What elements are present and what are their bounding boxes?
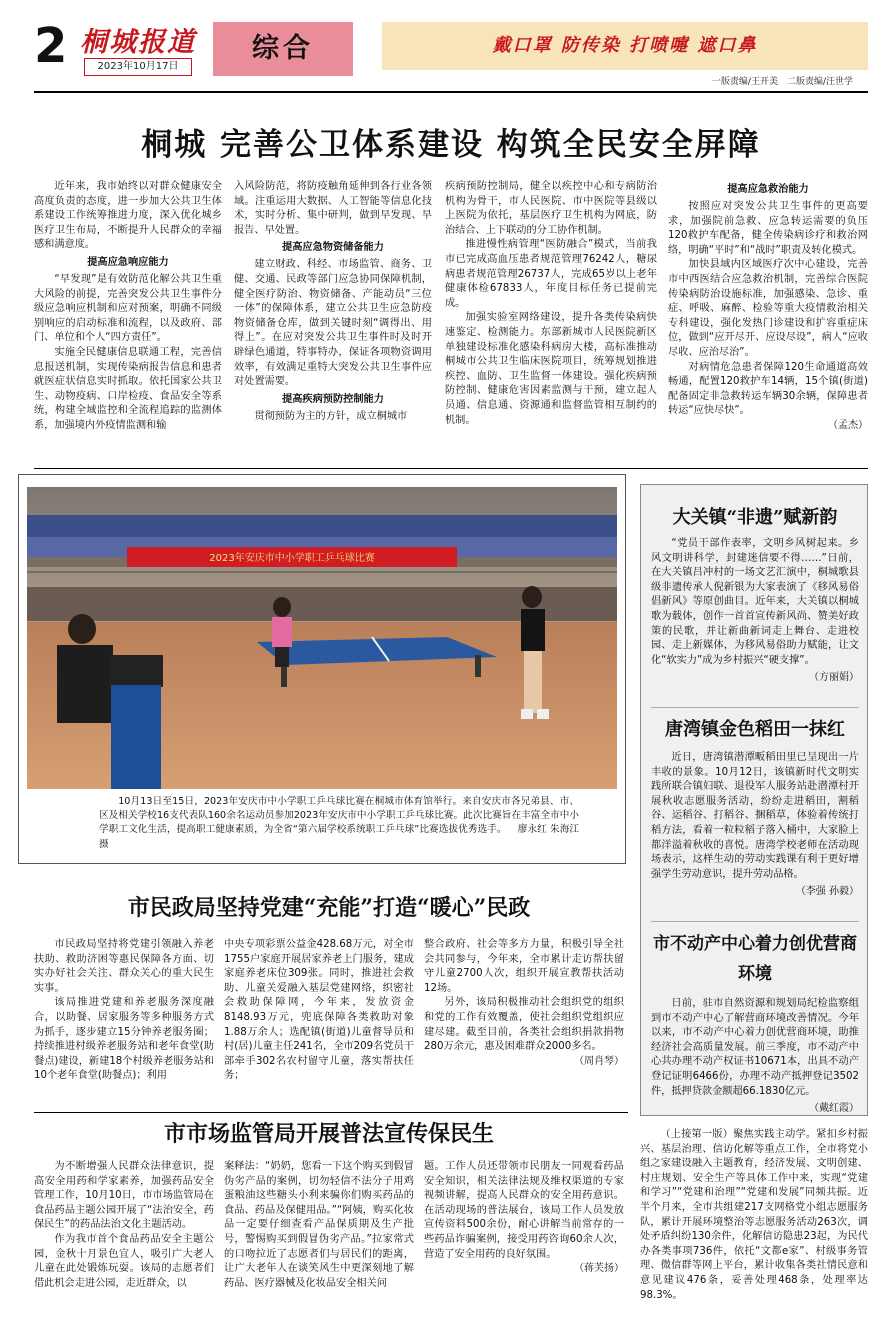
sidebar-panel: [640, 484, 868, 1116]
masthead: [0, 0, 887, 100]
sidebar-body-1: “党员干部作表率，文明乡风树起来。乡风文明讲科学，封建迷信要不得……”日前，在大关镇吕冲村的一场文艺汇演中，桐城歌县级非遗传承人倪新银为大家表演了《移风易俗倡新风》等原创曲目。近年来，大关镇以桐城歌为载体，创作一首首宣传新风尚、赞美好政策的民歌，并让新曲新词走上舞台、走进校园、走上新媒体，为移风易俗助力赋能，让文化“软实力”成为乡村振兴“硬支撑”。: [651, 538, 859, 666]
paper-name-logo: 桐城报道: [80, 27, 196, 58]
sidebar-divider: [651, 921, 859, 922]
sidebar-article-2: [651, 715, 859, 897]
slogan-text: 戴口罩 防传染 打喷嚏 遮口鼻: [492, 35, 758, 56]
editors-line: 一版责编/王开美 二版责编/汪世学: [711, 77, 853, 87]
photo-credit: 廖永红 朱海江 摄: [99, 824, 579, 850]
issue-date: 2023年10月17日: [84, 58, 192, 76]
byline: （戴红霞）: [809, 1103, 859, 1115]
section-label: 综合: [213, 22, 353, 76]
byline: （方丽娟）: [809, 672, 859, 684]
sidebar-divider: [651, 707, 859, 708]
photo-caption: 10月13日至15日，2023年安庆市中小学职工乒乓球比赛在桐城市体育馆举行。来自安庆市各兄弟县、市、区及相关学校16支代表队160余名运动员参加2023年安庆市中小学职工乒乓球比赛。此次比赛旨在丰富全市中小学职工文化生活，提高职工健康素质，为全省“第六届学校系统职工乒乓球”比赛选拔优秀选手。 廖永红 朱海江 摄: [99, 796, 579, 850]
sidebar-body-2: 近日，唐湾镇潜潭畈稻田里已呈现出一片丰收的景象。10月12日，该镇新时代文明实践所联合镇妇联、退役军人服务站赴潜潭村开展秋收志愿服务活动，纷纷走进稻田，割稻谷、运稻谷、打稻谷、捆稻草，体验着传统打稻方法，看着一粒粒稻子落入桶中，大家脸上都洋溢着秋收的喜悦。唐湾学校老师在活动现场表示，这样生动的劳动实践课有利于更好增强学生劳动意识，提升劳动品格。: [651, 752, 859, 880]
photo-frame: [18, 474, 626, 864]
market-column-3: 题。工作人员还带领市民朋友一同观看药品安全知识，相关法律法规及维权渠道的专家视频讲解，提高人民群众的安全用药意识。在活动现场的普法展台，该局工作人员发放宣传资料500余份，耐心讲解当前常存的一些药品诈骗案例，接受用药咨询60余人次，营造了安全用药的良好氛围。 （蒋芙扬）: [424, 1160, 624, 1277]
sidebar-headline-3: 市不动产中心着力创优营商环境: [653, 934, 857, 984]
market-column-2: 案释法：“奶奶，您看一下这个购买到假冒伪劣产品的案例，切勿轻信不法分子用鸡蛋粮油这些糖头小利来骗你们购买药品的食品、药品及保健用品。”“阿姨，购买化妆品一定要仔细查看产品保质期及生产批号，警惕购买到假冒伪劣产品。”拉家常式的口吻拉近了志愿者们与居民们的距离，让广大老年人在谈笑风生中更深刻地了解药品、医疗器械及化妆品安全相关问: [224, 1161, 414, 1289]
continued-article: （上接第一版）聚焦实践主动学。紧扣乡村振兴、基层治理、信访化解等重点工作，全市将党小组之家建设融入主题教育，经济发展、文明创建、村庄规划、安全生产等具体工作中来，实现“党建和学习”“党建和治理”“党建和发展”同频共振。近半个月来，全市共组建217支网格党小组志愿服务队，累计开展环境整治等志愿服务活动263次，调处矛盾纠纷130余件，化解信访隐患23起，为民代办各类事项736件，依托“文都e家”、村级事务管理、微信群等网上平台，累计收集各类社情民意和意见建议476条，妥善处理468条，处理率达98.3%。: [640, 1129, 868, 1301]
byline: （李强 孙毅）: [795, 886, 859, 898]
lead-column-4: 提高应急救治能力 按照应对突发公共卫生事件的更高要求，加强院前急救、应急转运需要的负压120救护车配备，健全传染病诊疗和救治网络，明确“平时”和“战时”职责及转化模式。 加快县域内区域医疗次中心建设，完善市中西医结合应急救治机制，完善综合医院传染病防治设施标准，加强感染、急诊、重症、呼吸、麻醉、检验等重大疫情救治相关专科建设，强化发热门诊建设和扩容重症床位，做到“应开尽开、应设尽设”，病人“应收尽收、应治尽治”。 对病情危急患者保障120生命通道高效畅通，配置120救护车14辆，15个镇(街道)配备固定非急救转运车辆30余辆，保障患者转运“应快尽快”。 （孟杰）: [668, 180, 868, 434]
lead-headline: 桐城 完善公卫体系建设 构筑全民安全屏障: [141, 127, 761, 163]
photo-banner-text: 2023年安庆市中小学职工乒乓球比赛: [209, 553, 375, 564]
event-photo: [27, 487, 617, 789]
civil-column-1: 市民政局坚持将党建引领融入养老扶助、救助济困等惠民保障各方面、切实办好社会关注、群众关心的重大民生实事。 该局推进党建和养老服务深度融合，以助餐、居家服务等多种服务方式为抓手，逐步建立15分钟养老服务圈；持续推进村级养老服务站和老年食堂(助餐点)建设，新建18个村级养老服务站和10个老年食堂(助餐点)；利用: [34, 939, 214, 1082]
section-divider: [34, 1112, 628, 1113]
table-tennis-match-image: [27, 487, 617, 789]
byline: （周肖琴）: [574, 1055, 624, 1067]
lead-column-2: 入风险防范，将防疫触角延伸到各行业各领域。注重运用大数据、人工智能等信息化技术，实时分析、集中研判，做到早发现、早报告、早处置。 提高应急物资储备能力 建立财政、科经、市场监管、商务、卫健、交通、民政等部门应急协同保障机制，健全医疗防治、物资储备、产能动员“三位一体”的保障体系，建立公共卫生应急防疫物资储备仓库，做到关键时刻“调得出、用得上”。在应对突发公共卫生事件时及时开辟绿色通道，特事特办，保证各项物资调用效率，有效满足重特大突发公共卫生事件应对处置需要。 提高疾病预防控制能力 贯彻预防为主的方针，成立桐城市: [234, 181, 432, 422]
civil-column-3: 整合政府、社会等多方力量，积极引导全社会共同参与，今年来，全市累计走访帮扶留守儿童2700人次，组织开展宣教帮扶活动12场。 另外，该局积极推动社会组织党的组织和党的工作有效覆盖，使社会组织党组织应建尽建。截至目前，各类社会组织捐款捐物280万余元，惠及困难群众2000多名。 （周肖琴）: [424, 938, 624, 1069]
masthead-divider: [34, 91, 868, 93]
civil-column-2: 中央专项彩票公益金428.68万元，对全市1755户家庭开展居家养老上门服务，建成家庭养老床位309张。同时，推进社会救助、儿童关爱融入基层党建网络，织密社会救助保障网，今年来，发放资金8148.93万元，兜底保障各类救助对象1.88万余人；选配镇(街道)儿童督导员和村(居)儿童主任241名，全市209名党员干部牵手302名农村留守儿童，落实帮扶任务；: [224, 939, 414, 1082]
lead-column-1: 近年来，我市始终以对群众健康安全高度负责的态度，进一步加大公共卫生体系建设工作统筹推进力度，深入优化城乡医疗卫生布局，不断提升人民群众的幸福感和满意度。 提高应急响应能力 “早发现”是有效防范化解公共卫生重大风险的前提，完善突发公共卫生事件分级应急响应机制和应对预案，明确不同级别响应的启动标准和流程，以及政府、部门、单位和个人“四方责任”。 实施全民健康信息联通工程，完善信息报送机制，实现传染病报告信息和患者就医症状信息实时抓取。依托国家公共卫生、动物疫病、口岸检疫、食品安全等系统，构建全域监控和全流程追踪的监测体系，加强境内外疫情监测和输: [34, 181, 222, 431]
sidebar-article-3: [651, 929, 859, 1114]
subhead: 提高应急救治能力: [727, 184, 809, 195]
slogan-banner: [382, 22, 868, 70]
subhead: 提高应急物资储备能力: [282, 242, 384, 254]
byline: （孟杰）: [828, 419, 868, 431]
sidebar-article-1: [651, 503, 859, 683]
subhead: 提高疾病预防控制能力: [282, 393, 384, 405]
market-headline: 市市场监管局开展普法宣传保民生: [163, 1121, 494, 1147]
section-divider: [34, 468, 868, 469]
sidebar-body-3: 日前，驻市自然资源和规划局纪检监察组到市不动产中心了解营商环境改善情况。今年以来，市不动产中心着力创优营商环境，助推经济社会高质量发展。前三季度，市不动产中心共办理不动产权证书10671本，出具不动产登记证明6466份，办理不动产抵押登记3502件，抵押贷款金额超66.1830亿元。: [651, 998, 859, 1097]
subhead: 提高应急响应能力: [87, 256, 169, 268]
byline: （蒋芙扬）: [574, 1263, 624, 1275]
page-number: 2: [34, 18, 68, 74]
market-column-1: 为不断增强人民群众法律意识，提高安全用药和学家素养，加强药品安全管理工作，10月10日，市市场监管局在食品药品主题公园开展了“法治安全，药保民生”的药品法治文化主题活动。 作为我市首个食品药品安全主题公园，金秋十月景色宜人，吸引广大老人儿童在此处锻炼玩耍。该局的志愿者们借此机会走进公园，走近群众，以: [34, 1161, 214, 1289]
sidebar-headline-1: 大关镇“非遗”赋新韵: [672, 507, 838, 528]
lead-column-3: 疾病预防控制局，健全以疾控中心和专病防治机构为骨干，市人民医院、市中医院等县级以上医院为依托，基层医疗卫生机构为网底，防治结合、上下联动的分工协作机制。 推进慢性病管理“医防融合”模式，当前我市已完成高血压患者规范管理76242人，糖尿病患者规范管理26737人，完成65岁以上老年健康体检67833人，年度目标任务已提前完成。 加强实验室网络建设，提升各类传染病快速鉴定、检测能力。东部新城市人民医院新区单独建设标准化感染科病房大楼，高标准推动桐城市公共卫生临床医院项目，统筹规划推进疾控、血防、卫生监督一体建设。强化疾病预防控制、健康危害因素监测与干预，建立起人员通、信息通、资源通和监督监管相互制约的机制。: [445, 181, 657, 426]
sidebar-headline-2: 唐湾镇金色稻田一抹红: [665, 719, 845, 740]
civil-affairs-headline: 市民政局坚持党建“充能”打造“暖心”民政: [127, 895, 531, 921]
